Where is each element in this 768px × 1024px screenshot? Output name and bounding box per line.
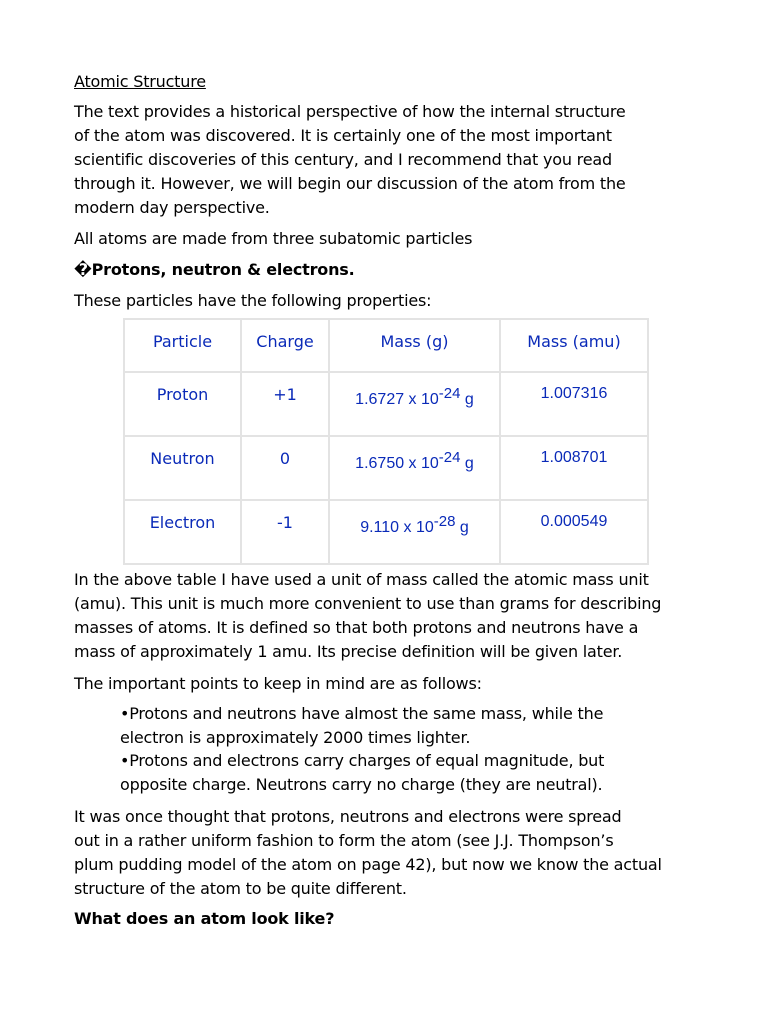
cell-mass-amu: 0.000549 — [500, 500, 648, 564]
mass-base: 1.6727 x 10 — [355, 391, 439, 408]
text-line: electron is approximately 2000 times lighter. — [120, 728, 471, 747]
bullet-charge — [120, 749, 604, 797]
header-charge: Charge — [241, 319, 329, 372]
header-particle: Particle — [124, 319, 241, 372]
particle-properties-table — [123, 318, 649, 565]
particles-bold-line: �Protons, neutron & electrons. — [74, 260, 355, 279]
cell-mass-g — [329, 500, 500, 564]
points-intro: The important points to keep in mind are as follows: — [74, 674, 482, 693]
mass-unit: g — [460, 391, 474, 408]
subatomic-line: All atoms are made from three subatomic particles — [74, 229, 473, 248]
question-heading: What does an atom look like? — [74, 909, 335, 928]
cell-mass-amu: 1.008701 — [500, 436, 648, 500]
text-line: It was once thought that protons, neutrons and electrons were spread — [74, 807, 622, 826]
amu-paragraph — [74, 568, 661, 664]
header-mass-amu: Mass (amu) — [500, 319, 648, 372]
text-line: •Protons and neutrons have almost the same mass, while the — [120, 704, 604, 723]
header-mass-g: Mass (g) — [329, 319, 500, 372]
text-line: masses of atoms. It is defined so that both protons and neutrons have a — [74, 618, 639, 637]
cell-mass-g — [329, 436, 500, 500]
text-line: mass of approximately 1 amu. Its precise definition will be given later. — [74, 642, 623, 661]
mass-exponent: -24 — [438, 449, 461, 466]
cell-charge: 0 — [241, 436, 329, 500]
text-line: modern day perspective. — [74, 198, 270, 217]
text-line: out in a rather uniform fashion to form the atom (see J.J. Thompson’s — [74, 831, 614, 850]
properties-line: These particles have the following properties: — [74, 291, 432, 310]
text-line: through it. However, we will begin our discussion of the atom from the — [74, 174, 626, 193]
bullet-mass — [120, 702, 603, 750]
text-line: plum pudding model of the atom on page 42), but now we know the actual — [74, 855, 662, 874]
table-row — [124, 372, 648, 436]
doc-title: Atomic Structure — [74, 72, 206, 91]
text-line: structure of the atom to be quite different. — [74, 879, 407, 898]
table-row — [124, 500, 648, 564]
mass-exponent: -28 — [433, 513, 456, 530]
text-line: opposite charge. Neutrons carry no charge (they are neutral). — [120, 775, 603, 794]
table-header-row — [124, 319, 648, 372]
cell-particle: Proton — [124, 372, 241, 436]
text-line: scientific discoveries of this century, and I recommend that you read — [74, 150, 612, 169]
mass-unit: g — [460, 455, 474, 472]
cell-mass-amu: 1.007316 — [500, 372, 648, 436]
text-line: of the atom was discovered. It is certainly one of the most important — [74, 126, 612, 145]
history-paragraph — [74, 805, 662, 901]
mass-exponent: -24 — [438, 385, 461, 402]
mass-base: 1.6750 x 10 — [355, 455, 439, 472]
cell-particle: Electron — [124, 500, 241, 564]
intro-paragraph — [74, 100, 626, 220]
cell-charge: +1 — [241, 372, 329, 436]
mass-base: 9.110 x 10 — [360, 519, 434, 536]
text-line: •Protons and electrons carry charges of equal magnitude, but — [120, 751, 605, 770]
cell-mass-g — [329, 372, 500, 436]
table-row — [124, 436, 648, 500]
text-line: In the above table I have used a unit of mass called the atomic mass unit — [74, 570, 649, 589]
text-line: (amu). This unit is much more convenient to use than grams for describing — [74, 594, 662, 613]
mass-unit: g — [455, 519, 469, 536]
cell-charge: -1 — [241, 500, 329, 564]
text-line: The text provides a historical perspective of how the internal structure — [74, 102, 626, 121]
cell-particle: Neutron — [124, 436, 241, 500]
